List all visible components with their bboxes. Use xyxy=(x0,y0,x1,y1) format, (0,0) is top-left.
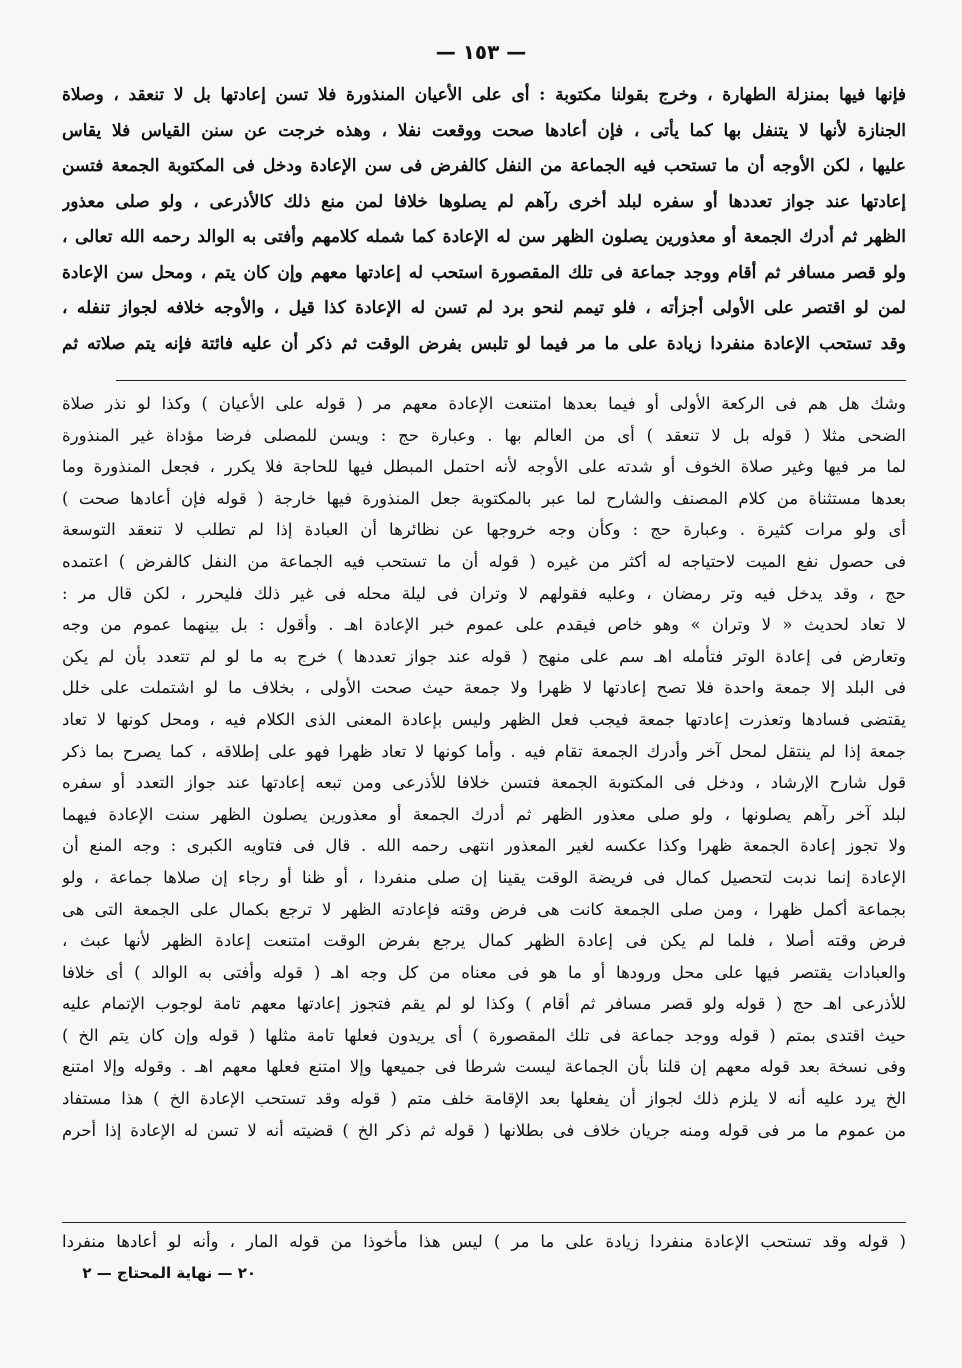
commentary-line: فرض وقته أصلا ، فلما لم يكن فى إعادة الظهر كمال يرجع بفرض الوقت امتنعت إعادة الظهر لأنها عبث ، xyxy=(62,931,906,951)
commentary-line: حج ، وقد يدخل فيه وتر رمضان ، وعليه فقولهم لا وتران فى ليلة محله فى غير ذلك فليحرر ، لكن قال مر : xyxy=(62,583,906,603)
commentary-line: قول شارح الإرشاد ، ودخل فى المكتوبة الجمعة فتسن خلافا للأذرعى ومن تبعه إعادتها عند جواز التعدد أو سفره xyxy=(62,773,906,793)
main-text-line: لمن لو اقتصر على الأولى أجزأته ، فلو تيمم لنحو برد لم تسن له الإعادة كذا قيل ، والأوجه خلافه لجواز تنفله ، xyxy=(62,298,906,318)
page-signature: ٢٠ — نهاية المحتاج — ٢ xyxy=(82,1264,256,1282)
main-text-line: إعادتها عند جواز تعددها أو سفره لبلد أخرى رآهم لم يصلوها خلافا لمن منع ذلك كالأذرعى ، ولو صلى معذور xyxy=(62,191,906,212)
main-text-line: وقد تستحب الإعادة منفردا زيادة على ما مر فيما لو تلبس بفرض الوقت ثم ذكر أن عليه فائتة فإنه يتم صلاته ثم xyxy=(62,333,906,354)
commentary-line: الإعادة إنما ندبت لتحصيل كمال فى فريضة الوقت يقينا إن صلى منفردا ، أو ظنا أو رجاء إن صلاها جماعة ، ولو xyxy=(62,867,906,887)
footnote-line: ( قوله وقد تستحب الإعادة منفردا زيادة على ما مر ) ليس هذا مأخوذا من قوله المار ، وأنه لو أعادها منفردا xyxy=(62,1232,906,1251)
commentary-line: والعبادات يقتصر فيها على محل ورودها أو ما هو فى معناه من كل وجه اهـ ( قوله وأفتى به الوالد ) أى خلافا xyxy=(62,962,906,982)
commentary-line: الخ يرد عليه أنه لا يلزم ذلك لجواز أن يفعلها بعد الإقامة خلف متم ( قوله وقد تستحب الإعادة الخ ) هذا مستفاد xyxy=(62,1089,906,1109)
main-text-line: عليها ، لكن الأوجه أن ما تستحب فيه الجماعة من النفل كالفرض فى سن الإعادة ودخل فى المكتوبة الجمعة فتسن xyxy=(62,156,906,176)
commentary-block xyxy=(62,388,906,1146)
commentary-line: وتعارض فى إعادة الوتر فتأمله اهـ سم على منهج ( قوله عند جواز تعددها ) خرج به ما لو لم تتعدد بأن لم يكن xyxy=(62,646,906,666)
commentary-line: وشك هل هم فى الركعة الأولى أو فيما بعدها امتنعت الإعادة معهم مر ( قوله على الأعيان ) وكذا لو نذر صلاة xyxy=(62,394,906,413)
main-text-line: فإنها فيها بمنزلة الطهارة ، وخرج بقولنا مكتوبة : أى على الأعيان المنذورة فلا تسن إعادتها بل لا تنعقد ، وصلاة xyxy=(62,85,906,105)
commentary-line: لبلد آخر رآهم يصلونها ، ولو صلى معذور الظهر ثم أدرك الجمعة أو معذورين يصلون الظهر سنت الإعادة فيهما xyxy=(62,804,906,824)
commentary-line: يقتضى فسادها وتعذرت إعادتها جمعة فيجب فعل الظهر وليس بإعادة المعنى الذى الكلام فيه ، ومحل كونها لا تعاد xyxy=(62,709,906,729)
commentary-line: فى البلد إلا جمعة واحدة فلا تصح إعادتها لا ظهرا ولا جمعة حيث صحت الأولى ، بخلاف ما لو اشتملت على خلل xyxy=(62,678,906,698)
section-divider xyxy=(116,380,906,381)
commentary-line: حيث اقتدى بمتم ( قوله ووجد جماعة فى تلك المقصورة ) أى يريدون فعلها تامة مثلها ( قوله وإن كان يتم الخ ) xyxy=(62,1025,906,1045)
main-text-line: الجنازة لأنها لا يتنفل بها كما يأتى ، فإن أعادها صحت ووقعت نفلا ، وهذه خرجت عن سنن القياس فلا يقاس xyxy=(62,120,906,141)
commentary-line: لا تعاد لحديث « لا وتران » وهو خاص فيقدم على عموم خبر الإعادة اهـ . وأقول : بل بينهما عموم من وجه xyxy=(62,615,906,635)
commentary-line: من عموم ما مر فى قوله ومنه جريان خلاف فى بطلانها ( قوله ثم ذكر الخ ) قضيته أنه لا تسن له الإعادة إذا أحرم xyxy=(62,1120,906,1140)
page-number: — ١٥٣ — xyxy=(435,40,527,64)
commentary-line: فى حصول نفع الميت لاحتياجه له أكثر من غيره ( قوله أن ما تستحب فيه الجماعة من النفل كالفرض ) اعتمده xyxy=(62,551,906,571)
commentary-line: ولا تجوز إعادة الجمعة ظهرا وكذا عكسه لغير المعذور انتهى رحمه الله . قال فى فتاويه الكبرى : وجه المنع أن xyxy=(62,836,906,856)
main-text-line: الظهر ثم أدرك الجمعة أو معذورين يصلون الظهر سن له الإعادة كما شمله كلامهم وأفتى به الوالد رحمه الله تعالى ، xyxy=(62,227,906,247)
footnote-block xyxy=(62,1226,906,1258)
commentary-line: للأذرعى اهـ حج ( قوله ولو قصر مسافر ثم أقام ) وكذا لو لم يقم فتجوز إعادتها معهم تامة لوجوب الإتمام عليه xyxy=(62,994,906,1014)
main-text-block xyxy=(62,78,906,362)
footnote-divider xyxy=(62,1222,906,1223)
commentary-line: بعدها مستثناة من كلام المصنف والشارح لما عبر بالمكتوبة جعل المنذورة فيها خارجة ( قوله فإن أعادها صحت ) xyxy=(62,488,906,508)
commentary-line: وفى نسخة بعد قوله معهم إن قلنا بأن الجماعة ليست شرطا فى جميعها وإلا امتنع فعلها معهم اهـ . وقوله وإلا امتنع xyxy=(62,1057,906,1077)
main-text-line: ولو قصر مسافر ثم أقام ووجد جماعة فى تلك المقصورة استحب له إعادتها معهم وإن كان يتم ، ومحل سن الإعادة xyxy=(62,262,906,283)
commentary-line: جمعة إذا لم ينتقل لمحل آخر وأدرك الجمعة تقام فيه . وأما كونها لا تعاد ظهرا فهو على إطلاقه ، كما يصرح بما ذكر xyxy=(62,741,906,761)
commentary-line: الضحى مثلا ( قوله بل لا تنعقد ) أى من العالم بها . وعبارة حج : ويسن للمصلى فرضا مؤداة غير المنذورة xyxy=(62,425,906,445)
commentary-line: بجماعة أكمل ظهرا ، ومن صلى الجمعة كانت هى فرض وقته فإعادته الظهر لا ترجع بكمال على الجمعة التى هى xyxy=(62,899,906,919)
commentary-line: لما مر فيها وغير صلاة الخوف أو شدته على الأوجه لأنه احتمل المبطل فيها للحاجة فلا يكرر ، فجعل المنذورة وما xyxy=(62,457,906,477)
commentary-line: أى ولو مرات كثيرة . وعبارة حج : وكأن وجه خروجها عن نظائرها أن العبادة إذا لم تطلب لا تنعقد التوسعة xyxy=(62,520,906,540)
